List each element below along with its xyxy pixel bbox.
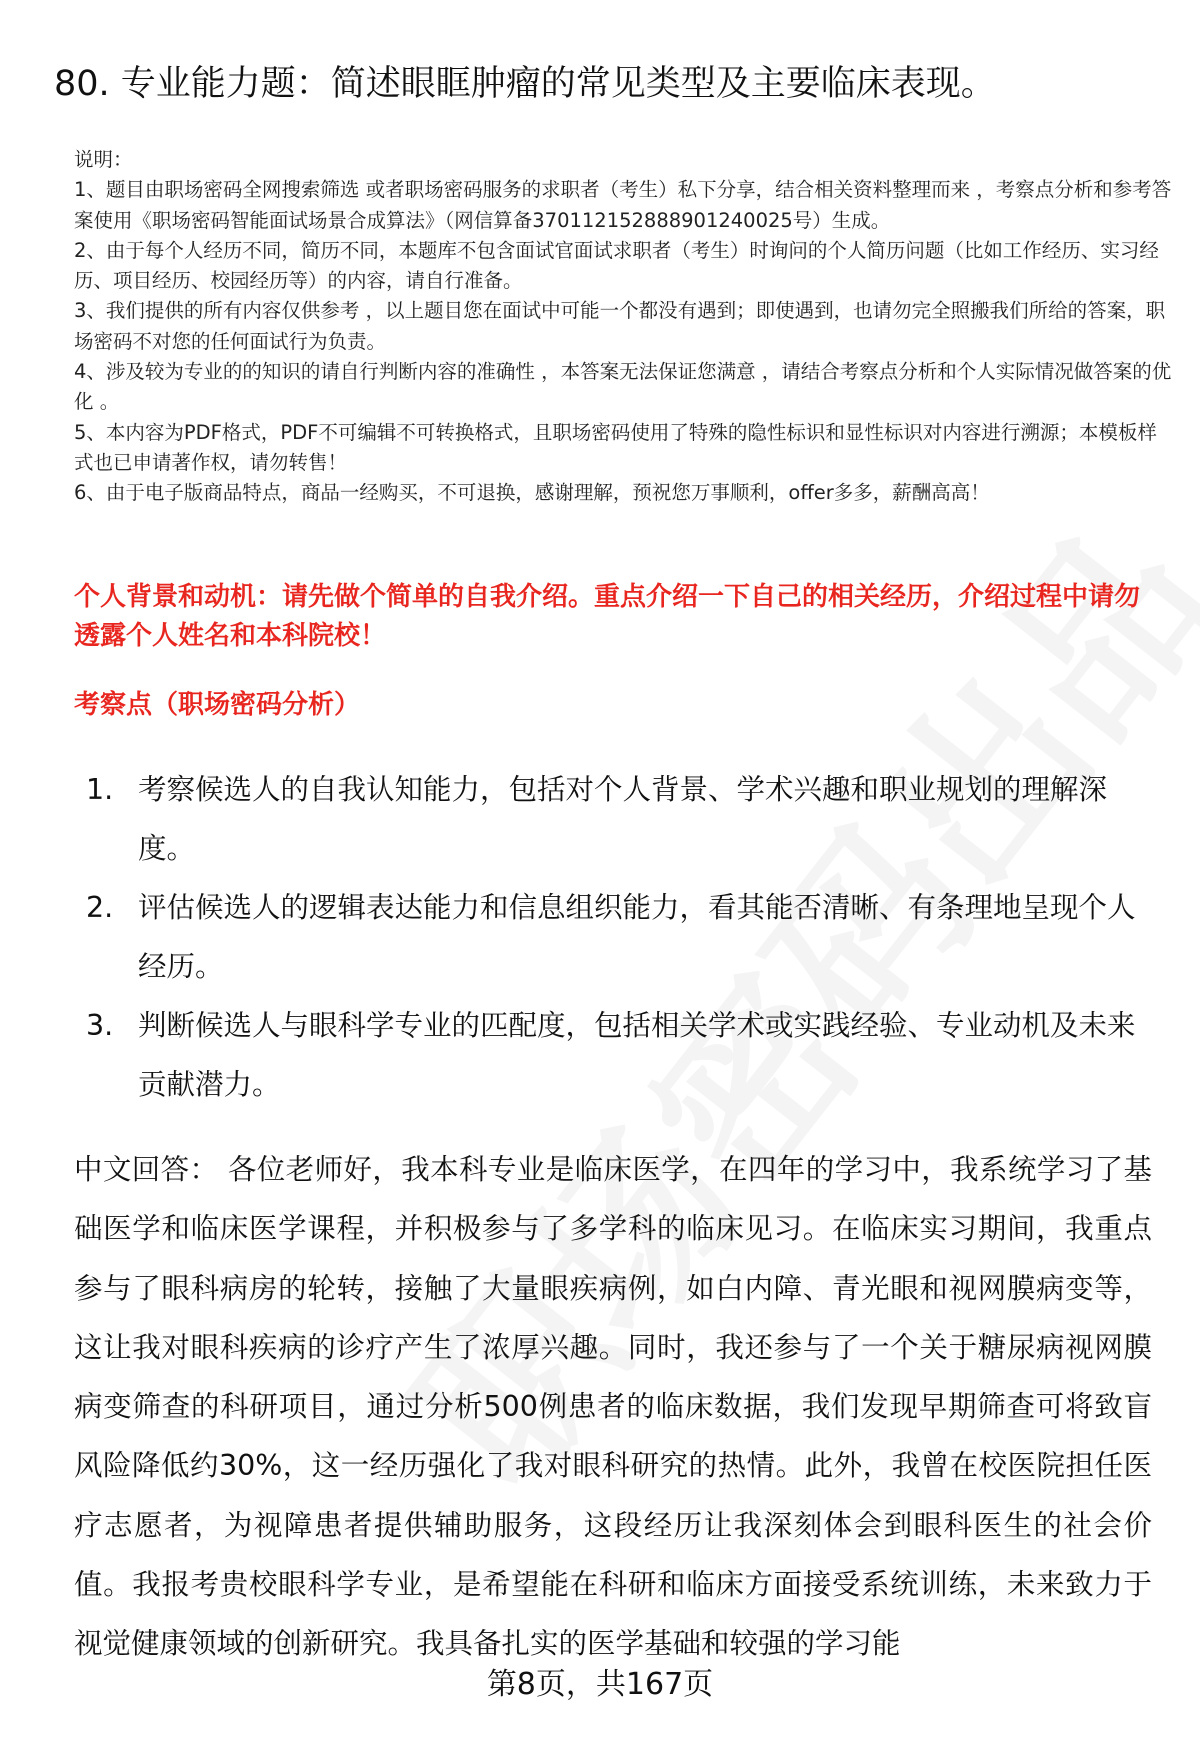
notes-heading: 说明： bbox=[74, 148, 133, 171]
list-item bbox=[74, 996, 1154, 1114]
note-item: 2、由于每个人经历不同，简历不同，本题库不包含面试官面试求职者（考生）时询问的个人简历问题（比如工作经历、实习经历、项目经历、校园经历等）的内容，请自行准备。 bbox=[74, 238, 1159, 293]
answer-paragraph: 中文回答： 各位老师好，我本科专业是临床医学，在四年的学习中，我系统学习了基础医学和临床医学课程，并积极参与了多学科的临床见习。在临床实习期间，我重点参与了眼科病房的轮转，接触了大量眼疾病例，如白内障、青光眼和视网膜病变等，这让我对眼科疾病的诊疗产生了浓厚兴趣。同时，我还参与了一个关于糖尿病视网膜病变筛查的科研项目，通过分析500例患者的临床数据，我们发现早期筛查可将致盲风险降低约30%，这一经历强化了我对眼科研究的热情。此外，我曾在校医院担任医疗志愿者，为视障患者提供辅助服务，这段经历让我深刻体会到眼科医生的社会价值。我报考贵校眼科学专业，是希望能在科研和临床方面接受系统训练，未来致力于视觉健康领域的创新研究。我具备扎实的医学基础和较强的学习能 bbox=[74, 1153, 1152, 1661]
list-number: 1. bbox=[86, 773, 114, 806]
list-text: 评估候选人的逻辑表达能力和信息组织能力，看其能否清晰、有条理地呈现个人经历。 bbox=[138, 891, 1136, 983]
list-item bbox=[74, 760, 1154, 878]
list-number: 2. bbox=[86, 891, 114, 924]
analysis-heading: 考察点（职场密码分析） bbox=[74, 690, 361, 720]
list-text: 判断候选人与眼科学专业的匹配度，包括相关学术或实践经验、专业动机及未来贡献潜力。 bbox=[138, 1009, 1136, 1101]
note-item: 3、我们提供的所有内容仅供参考 ，以上题目您在面试中可能一个都没有遇到；即使遇到，也请勿完全照搬我们所给的答案，职场密码不对您的任何面试行为负责。 bbox=[74, 299, 1166, 353]
list-item bbox=[74, 878, 1154, 996]
notes-section bbox=[74, 145, 1174, 509]
page-title: 80. 专业能力题：简述眼眶肿瘤的常见类型及主要临床表现。 bbox=[54, 64, 996, 104]
question-heading: 个人背景和动机：请先做个简单的自我介绍。重点介绍一下自己的相关经历，介绍过程中请勿透露个人姓名和本科院校！ bbox=[74, 582, 1141, 651]
note-item: 4、涉及较为专业的的知识的请自行判断内容的准确性 ，本答案无法保证您满意 ，请结合考察点分析和个人实际情况做答案的优化 。 bbox=[74, 360, 1172, 414]
analysis-list bbox=[74, 760, 1154, 1114]
list-text: 考察候选人的自我认知能力，包括对个人背景、学术兴趣和职业规划的理解深度。 bbox=[138, 773, 1108, 865]
page-number: 第8页，共167页 bbox=[486, 1667, 714, 1702]
note-item: 5、本内容为PDF格式，PDF不可编辑不可转换格式，且职场密码使用了特殊的隐性标识和显性标识对内容进行溯源；本模板样式也已申请著作权，请勿转售！ bbox=[74, 420, 1157, 474]
note-item: 6、由于电子版商品特点，商品一经购买，不可退换，感谢理解，预祝您万事顺利，offer多多，薪酬高高！ bbox=[74, 481, 990, 505]
list-number: 3. bbox=[86, 1009, 114, 1042]
note-item: 1、题目由职场密码全网搜索筛选 或者职场密码服务的求职者（考生）私下分享，结合相关资料整理而来 ，考察点分析和参考答案使用《职场密码智能面试场景合成算法》（网信算备370112152888901240025号）生成。 bbox=[74, 178, 1172, 232]
